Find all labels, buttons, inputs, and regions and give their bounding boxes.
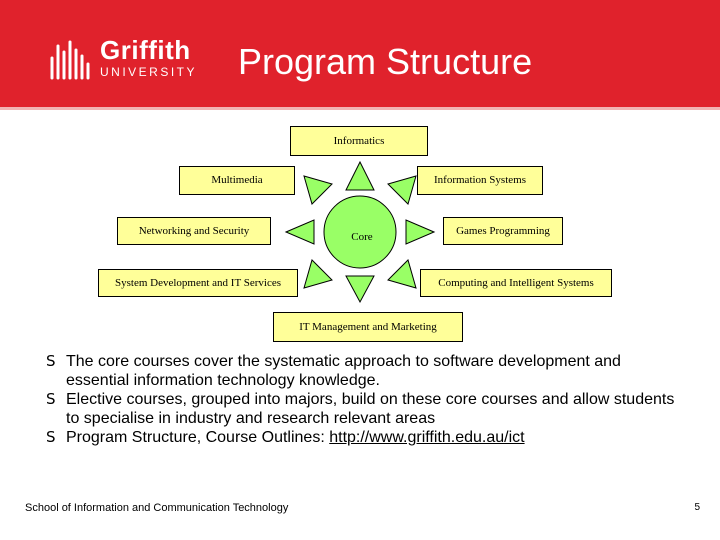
- logo-subtitle: UNIVERSITY: [100, 65, 198, 79]
- arrow-lower-left-shape: [304, 260, 332, 288]
- box-networking-security: Networking and Security: [117, 217, 271, 245]
- arrow-left-shape: [286, 220, 314, 244]
- box-system-development: System Development and IT Services: [98, 269, 298, 297]
- page-number: 5: [694, 502, 700, 513]
- box-computing-intelligent: Computing and Intelligent Systems: [420, 269, 612, 297]
- box-games-programming: Games Programming: [443, 217, 563, 245]
- box-informatics: Informatics: [290, 126, 428, 156]
- bullet-list: [46, 352, 686, 447]
- arrow-down-shape: [346, 276, 374, 302]
- box-it-management: IT Management and Marketing: [273, 312, 463, 342]
- core-label: Core: [351, 231, 373, 243]
- bullet-marker: S: [46, 352, 56, 370]
- bullet-item: [46, 428, 686, 447]
- box-information-systems: Information Systems: [417, 166, 543, 195]
- arrow-up-shape: [346, 162, 374, 190]
- bullet-text: Program Structure, Course Outlines:: [66, 429, 330, 446]
- bullet-item: [46, 352, 686, 390]
- bullet-marker: S: [46, 390, 56, 408]
- bullet-text: The core courses cover the systematic approach to software development and essential information technology knowledge.: [66, 353, 621, 389]
- page-title: Program Structure: [238, 41, 533, 82]
- footer-school-name: School of Information and Communication Technology: [25, 502, 289, 514]
- bullet-item: [46, 390, 686, 428]
- ict-website-link[interactable]: http://www.griffith.edu.au/ict: [329, 429, 525, 446]
- logo-wordmark: Griffith: [100, 35, 191, 65]
- arrow-right-shape: [406, 220, 434, 244]
- box-multimedia: Multimedia: [179, 166, 295, 195]
- arrow-lower-right-shape: [388, 260, 416, 288]
- bullet-marker: S: [46, 428, 56, 446]
- arrow-upper-left-shape: [304, 176, 332, 204]
- arrow-upper-right-shape: [388, 176, 416, 204]
- bullet-text: Elective courses, grouped into majors, build on these core courses and allow students to specialise in industry and research relevant areas: [66, 391, 675, 427]
